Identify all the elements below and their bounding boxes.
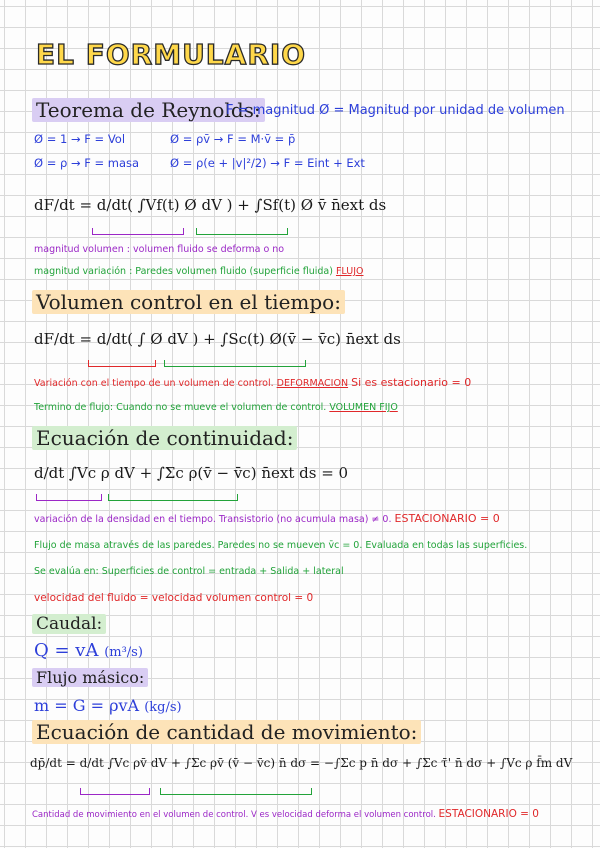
continuidad-note-flow: Flujo de masa através de las paredes. Paredes no se mueven v̄c = 0. Evaluada en todas las superficies.: [34, 540, 528, 551]
continuidad-note-velocity: velocidad del fluido = velocidad volumen control = 0: [34, 592, 314, 604]
caudal-formula: [34, 640, 143, 661]
continuidad-heading: Ecuación de continuidad:: [32, 426, 297, 450]
caudal-units: (m³/s): [104, 645, 143, 660]
page-title: EL FORMULARIO: [36, 38, 307, 71]
caudal-formula-text: Q = vA: [34, 640, 99, 661]
control-equation: dF/dt = d/dt( ∫ Ø dV ) + ∫Sc(t) Ø(v̄ − v̄c) n̄ext ds: [34, 330, 401, 348]
flujo-label: FLUJO: [335, 266, 364, 277]
movimiento-heading: Ecuación de cantidad de movimiento:: [32, 720, 421, 744]
control-note-text: Variación con el tiempo de un volumen de control.: [34, 378, 274, 389]
continuidad-note-density: [34, 512, 500, 525]
movimiento-note-text: Cantidad de movimiento en el volumen de control. V es velocidad deforma el volumen control.: [32, 810, 436, 820]
flujo-masico-formula: [34, 696, 182, 715]
transitorio-text: Transistorio (no acumula masa) ≠ 0.: [218, 514, 392, 525]
reynolds-note-variation-text: magnitud variación : Paredes volumen fluido (superficie fluida): [34, 266, 333, 277]
density-text: variación de la densidad en el tiempo.: [34, 514, 216, 525]
reynolds-definition: F = magnitud Ø = Magnitud por unidad de volumen: [226, 103, 565, 118]
volumen-fijo-label: VOLUMEN FIJO: [329, 402, 398, 413]
case-mass: Ø = ρ → F = masa: [34, 156, 140, 170]
flujo-masico-heading: Flujo másico:: [32, 668, 148, 687]
control-note-flow: [34, 402, 398, 413]
reynolds-equation: dF/dt = d/dt( ∫Vf(t) Ø dV ) + ∫Sf(t) Ø v̄ n̄ext ds: [34, 196, 387, 214]
movimiento-note: [32, 808, 539, 820]
green-brace-3: [108, 494, 238, 501]
deformacion-label: DEFORMACION: [276, 378, 349, 389]
green-brace: [196, 228, 288, 235]
control-note-deformation: [34, 376, 471, 389]
green-brace-2: [164, 360, 306, 367]
flujo-masico-formula-text: m = G = ρvA: [34, 696, 140, 715]
control-heading: Volumen control en el tiempo:: [32, 290, 345, 314]
reynolds-note-volume: magnitud volumen : volumen fluido se deforma o no: [34, 244, 285, 255]
purple-brace-2: [36, 494, 102, 501]
continuidad-note-surfaces: Se evalúa en: Superficies de control = entrada + Salida + lateral: [34, 566, 344, 577]
case-energy: Ø = ρ(e + |v|²/2) → F = Eint + Ext: [170, 156, 365, 170]
purple-brace-3: [80, 788, 150, 795]
movimiento-equation: dp̄/dt = d/dt ∫Vc ρv̄ dV + ∫Σc ρv̄ (v̄ − v̄c) n̄ dσ = −∫Σc p n̄ dσ + ∫Σc τ̄' n̄ dσ + ∫Vc ρ f̄m dV: [30, 756, 573, 770]
case-volume: Ø = 1 → F = Vol: [34, 132, 126, 146]
red-brace: [88, 360, 156, 367]
estacionario-label: ESTACIONARIO = 0: [394, 512, 500, 525]
reynolds-note-variation: [34, 266, 364, 277]
purple-brace: [92, 228, 184, 235]
movimiento-estacionario: ESTACIONARIO = 0: [438, 808, 539, 820]
case-momentum: Ø = ρv̄ → F = M·v̄ = p̄: [170, 132, 296, 146]
flujo-masico-units: (kg/s): [144, 700, 182, 715]
stationary-label: Si es estacionario = 0: [351, 376, 472, 389]
green-brace-4: [160, 788, 312, 795]
control-flow-text: Termino de flujo: Cuando no se mueve el volumen de control.: [34, 402, 327, 413]
reynolds-heading: Teorema de Reynolds:: [32, 98, 265, 122]
caudal-heading: Caudal:: [32, 614, 106, 634]
continuidad-equation: d/dt ∫Vc ρ dV + ∫Σc ρ(v̄ − v̄c) n̄ext ds = 0: [34, 464, 349, 482]
